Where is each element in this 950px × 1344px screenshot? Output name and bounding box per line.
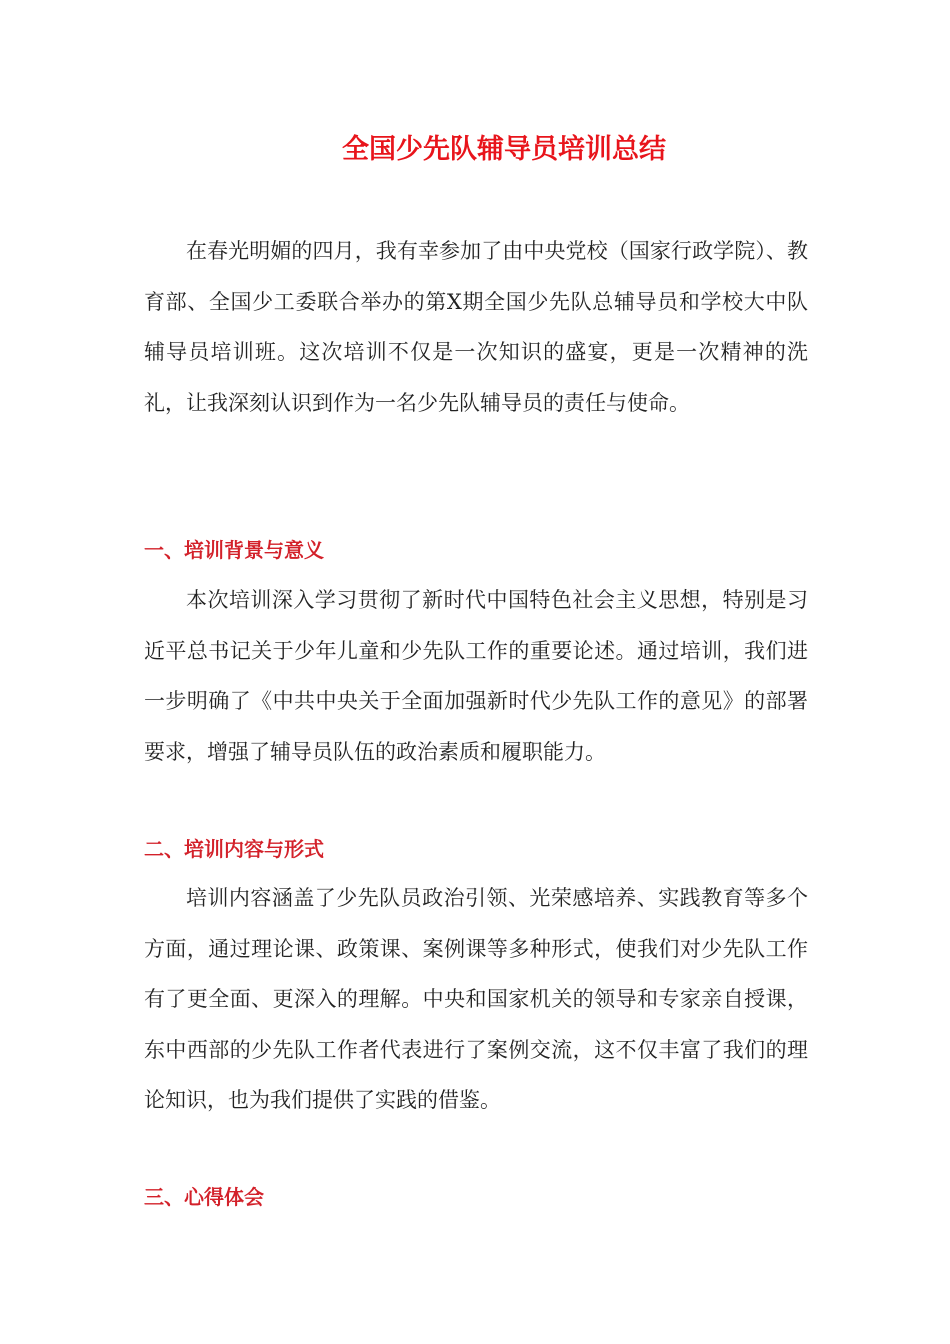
intro-paragraph: 在春光明媚的四月，我有幸参加了由中央党校（国家行政学院）、教育部、全国少工委联合举办的第X期全国少先队总辅导员和学校大中队辅导员培训班。这次培训不仅是一次知识的盛宴，更是一次精神的洗礼，让我深刻认识到作为一名少先队辅导员的责任与使命。 [144, 239, 808, 415]
section-heading-background: 一、培训背景与意义 [144, 538, 324, 562]
section-heading-reflections: 三、心得体会 [144, 1185, 264, 1209]
document-title: 全国少先队辅导员培训总结 [342, 134, 666, 165]
section-body-content: 培训内容涵盖了少先队员政治引领、光荣感培养、实践教育等多个方面，通过理论课、政策课、案例课等多种形式，使我们对少先队工作有了更全面、更深入的理解。中央和国家机关的领导和专家亲自授课，东中西部的少先队工作者代表进行了案例交流，这不仅丰富了我们的理论知识，也为我们提供了实践的借鉴。 [144, 886, 808, 1112]
section-heading-content: 二、培训内容与形式 [144, 837, 324, 861]
section-body-background: 本次培训深入学习贯彻了新时代中国特色社会主义思想，特别是习近平总书记关于少年儿童和少先队工作的重要论述。通过培训，我们进一步明确了《中共中央关于全面加强新时代少先队工作的意见》的部署要求，增强了辅导员队伍的政治素质和履职能力。 [144, 588, 808, 764]
